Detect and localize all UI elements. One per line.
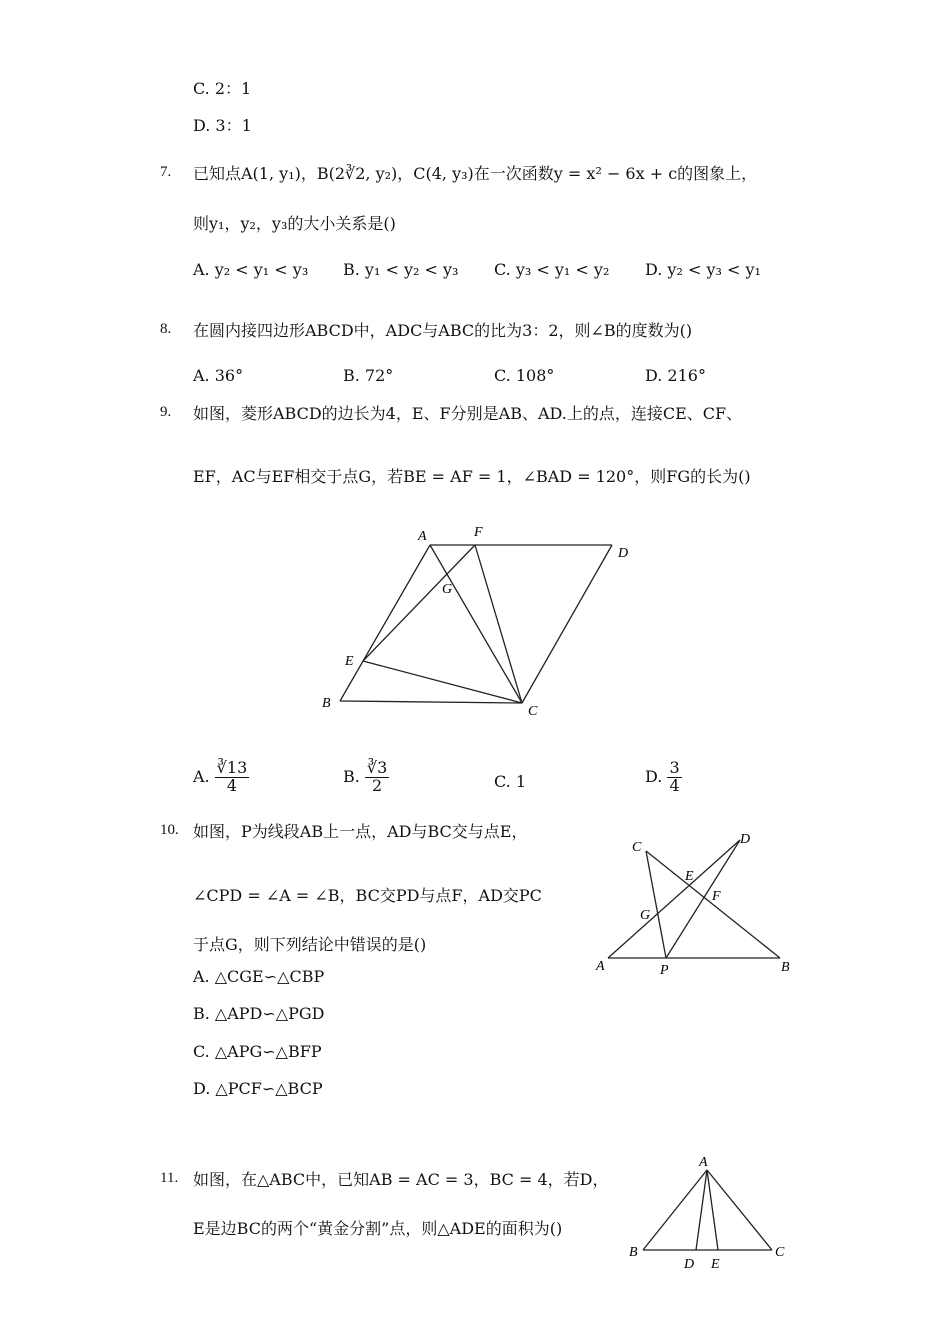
q10-label-d: D (740, 832, 751, 847)
q9-rhombus-figure (310, 515, 650, 725)
q9-label-c: C (528, 704, 538, 719)
q9-number: 9. (160, 404, 172, 420)
q9-option-a-denominator: 4 (226, 775, 238, 795)
q9-label-d: D (618, 546, 629, 561)
q9-line-ce (363, 661, 522, 703)
q10-stem-line2: ∠CPD = ∠A = ∠B，BC交PD与点F，AD交PC (193, 886, 542, 905)
q10-stem-line1: 如图，P为线段AB上一点，AD与BC交与点E， (193, 822, 528, 841)
q10-line-pd (666, 840, 740, 958)
q7-option-a[interactable]: A. y₂ < y₁ < y₃ (193, 260, 309, 279)
q8-option-d[interactable]: D. 216° (645, 366, 706, 385)
q9-label-f: F (474, 525, 483, 540)
q10-label-e: E (685, 869, 694, 884)
q10-label-f: F (712, 889, 721, 904)
q10-label-a: A (596, 959, 605, 974)
prev-option-d[interactable]: D. 3：1 (193, 116, 252, 135)
q9-option-b-prefix: B. (343, 766, 360, 786)
q7-stem-line1: 已知点A(1, y₁)，B(2∛2, y₂)，C(4, y₃)在一次函数y = x² − 6x + c的图象上， (193, 164, 758, 183)
q8-stem: 在圆内接四边形ABCD中，ADC与ABC的比为3：2，则∠B的度数为() (193, 321, 693, 340)
q9-line-cb (340, 701, 522, 703)
q9-option-d-denominator: 4 (669, 775, 680, 795)
q11-label-e: E (711, 1257, 720, 1272)
q7-option-c[interactable]: C. y₃ < y₁ < y₂ (494, 260, 610, 279)
q9-line-dc (522, 545, 612, 703)
q9-line-cf (475, 545, 522, 703)
q9-option-c-text: C. 1 (494, 772, 527, 791)
q9-stem-line2: EF，AC与EF相交于点G，若BE = AF = 1，∠BAD = 120°，则FG的长为() (193, 467, 751, 486)
q11-label-d: D (684, 1257, 695, 1272)
q10-number: 10. (160, 822, 179, 838)
q9-option-a-numerator: ∛13 (216, 758, 248, 777)
q7-option-d[interactable]: D. y₂ < y₃ < y₁ (645, 260, 761, 279)
q9-option-a-prefix: A. (193, 766, 210, 786)
q9-option-a-fraction (215, 760, 250, 795)
q9-stem-line1: 如图，菱形ABCD的边长为4，E、F分别是AB、AD.上的点，连接CE、CF、 (193, 404, 743, 423)
q11-stem-line1: 如图，在△ABC中，已知AB = AC = 3，BC = 4，若D， (193, 1170, 609, 1189)
q9-option-a[interactable] (193, 760, 249, 795)
q10-stem-line3: 于点G，则下列结论中错误的是() (193, 935, 427, 954)
q7-stem-line2: 则y₁，y₂，y₃的大小关系是() (193, 214, 396, 233)
q8-option-b[interactable]: B. 72° (343, 366, 394, 385)
q9-option-d-fraction (667, 760, 681, 795)
prev-option-c[interactable]: C. 2：1 (193, 79, 252, 98)
q10-line-pc (646, 851, 666, 958)
q9-option-d-prefix: D. (645, 766, 663, 786)
q9-option-b-numerator: ∛3 (366, 758, 388, 777)
q11-label-c: C (775, 1245, 785, 1260)
q9-label-a: A (418, 529, 427, 544)
q10-line-cb (646, 851, 780, 958)
q11-triangle-figure (622, 1152, 794, 1274)
q7-number: 7. (160, 164, 172, 180)
q10-option-d[interactable]: D. △PCF∽△BCP (193, 1079, 323, 1098)
q11-label-a: A (699, 1155, 708, 1170)
q8-option-c[interactable]: C. 108° (494, 366, 555, 385)
q10-option-b[interactable]: B. △APD∽△PGD (193, 1004, 325, 1023)
q10-option-a[interactable]: A. △CGE∽△CBP (193, 967, 325, 986)
q8-number: 8. (160, 321, 172, 337)
q10-label-g: G (640, 908, 651, 923)
q9-label-e: E (345, 654, 354, 669)
q10-option-c[interactable]: C. △APG∽△BFP (193, 1042, 322, 1061)
q10-triangles-figure (590, 825, 800, 980)
q9-line-ac (430, 545, 522, 703)
q7-option-b[interactable]: B. y₁ < y₂ < y₃ (343, 260, 459, 279)
q10-label-b: B (781, 960, 790, 975)
q11-stem-line2: E是边BC的两个“黄金分割”点，则△ADE的面积为() (193, 1219, 563, 1238)
q9-label-b: B (322, 696, 331, 711)
q10-label-p: P (660, 963, 669, 978)
q9-option-b-fraction (365, 760, 389, 795)
q11-label-b: B (629, 1245, 638, 1260)
q9-line-ba (340, 545, 430, 701)
q10-label-c: C (632, 840, 642, 855)
q9-option-b-denominator: 2 (372, 775, 383, 795)
q9-option-d-numerator: 3 (669, 758, 680, 777)
q9-option-b[interactable] (343, 760, 389, 795)
q9-option-d[interactable] (645, 760, 682, 795)
q11-number: 11. (160, 1170, 179, 1186)
q8-option-a[interactable]: A. 36° (193, 366, 244, 385)
q9-label-g: G (442, 582, 453, 597)
q9-option-c[interactable] (494, 772, 526, 791)
q9-line-ef (363, 545, 475, 661)
